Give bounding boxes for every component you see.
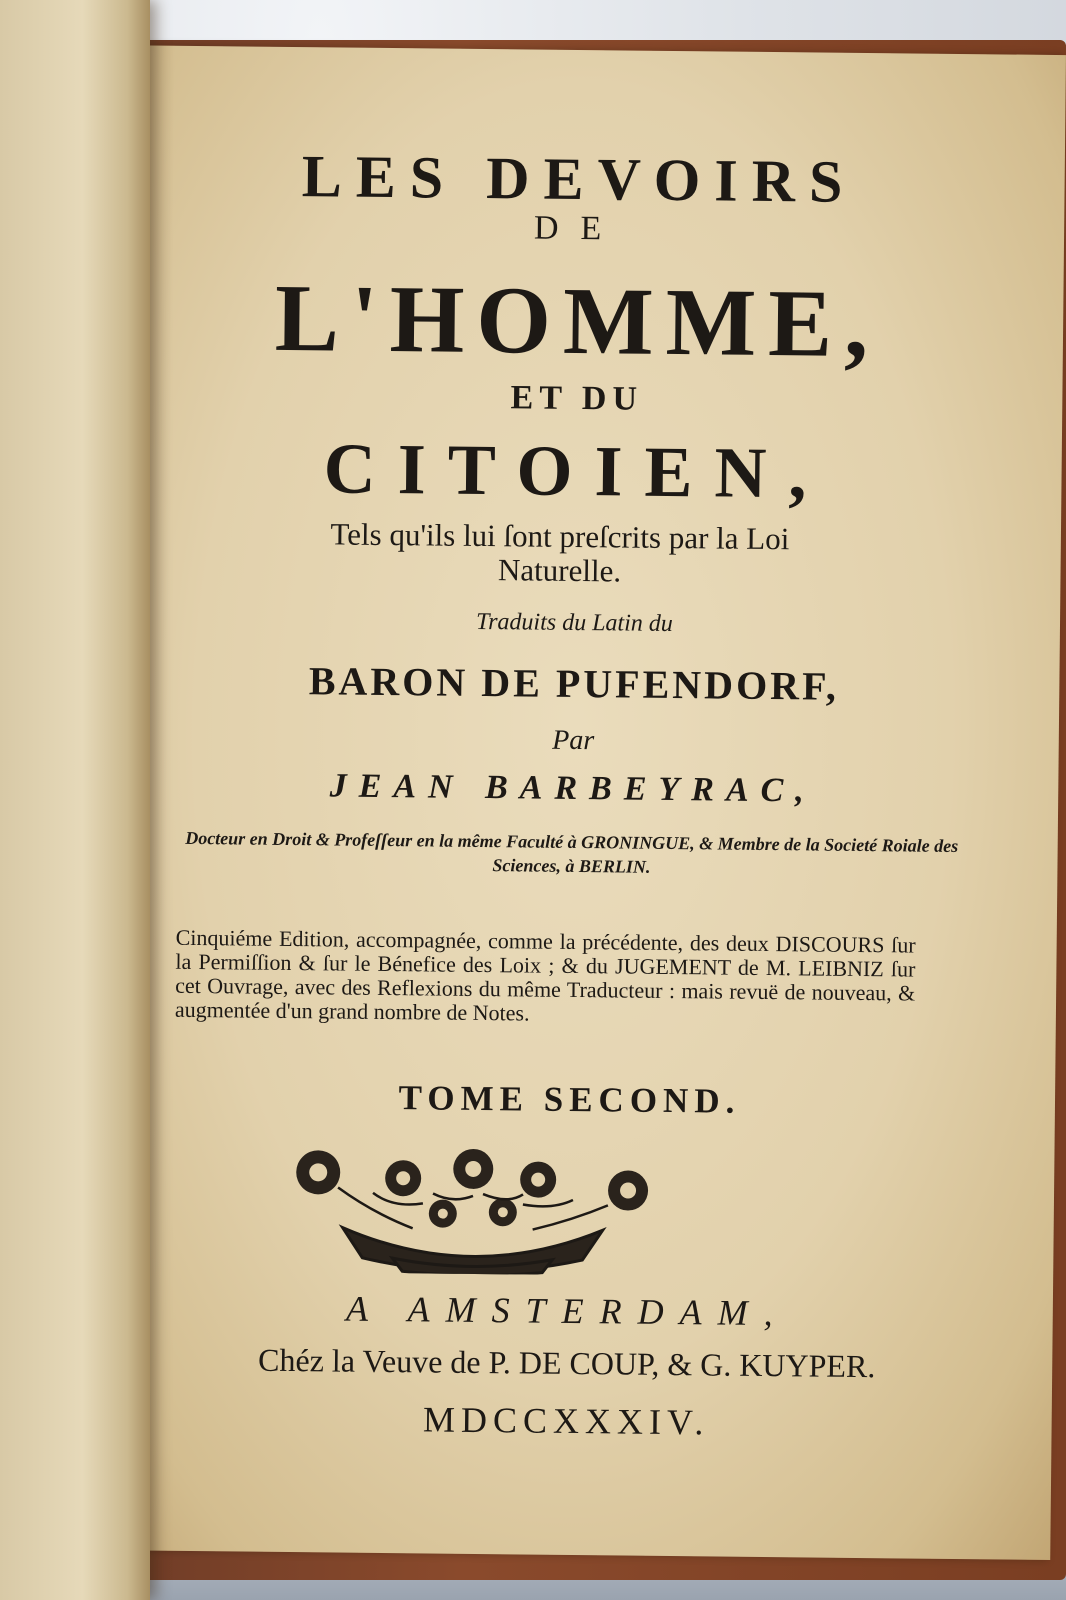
title-line-2: DE bbox=[533, 209, 624, 248]
flower-basket-ornament bbox=[282, 1132, 663, 1276]
by-label: Par bbox=[552, 724, 595, 757]
subtitle: Tels qu'ils lui ſont preſcrits par la Loi Naturelle. bbox=[330, 516, 790, 589]
translator-credentials: Docteur en Droit & Profeſſeur en la même Faculté à GRONINGUE, & Membre de la Societé Roiale des Sciences, à BERLIN. bbox=[185, 827, 959, 877]
translator-name: JEAN BARBEYRAC, bbox=[329, 767, 816, 810]
publication-year: MDCCXXXIV. bbox=[422, 1399, 710, 1443]
left-page bbox=[0, 0, 150, 1600]
publisher: Chéz la Veuve de P. DE COUP, & G. KUYPER. bbox=[257, 1341, 876, 1385]
translated-from: Traduits du Latin du bbox=[475, 608, 673, 637]
title-line-4: ET DU bbox=[510, 379, 644, 418]
title-line-3: L'HOMME, bbox=[274, 263, 881, 378]
title-line-1: LES DEVOIRS bbox=[301, 143, 857, 215]
volume-label: TOME SECOND. bbox=[398, 1078, 741, 1121]
author-name: BARON DE PUFENDORF, bbox=[308, 658, 840, 709]
place-of-publication: A AMSTERDAM, bbox=[345, 1288, 789, 1334]
title-line-5: CITOIEN, bbox=[323, 428, 829, 514]
title-page bbox=[79, 45, 1066, 1560]
edition-note: Cinquiéme Edition, accompagnée, comme la précédente, des deux DISCOURS ſur la Permiſſion & ſur le Bénefice des Loix ; & du JUGEMENT de M. LEIBNIZ ſur cet Ouvrage, avec des Reflexions du même Traducteur : mais revuë de nouveau, & augmentée d'un grand nombre de Notes. bbox=[174, 924, 916, 1026]
